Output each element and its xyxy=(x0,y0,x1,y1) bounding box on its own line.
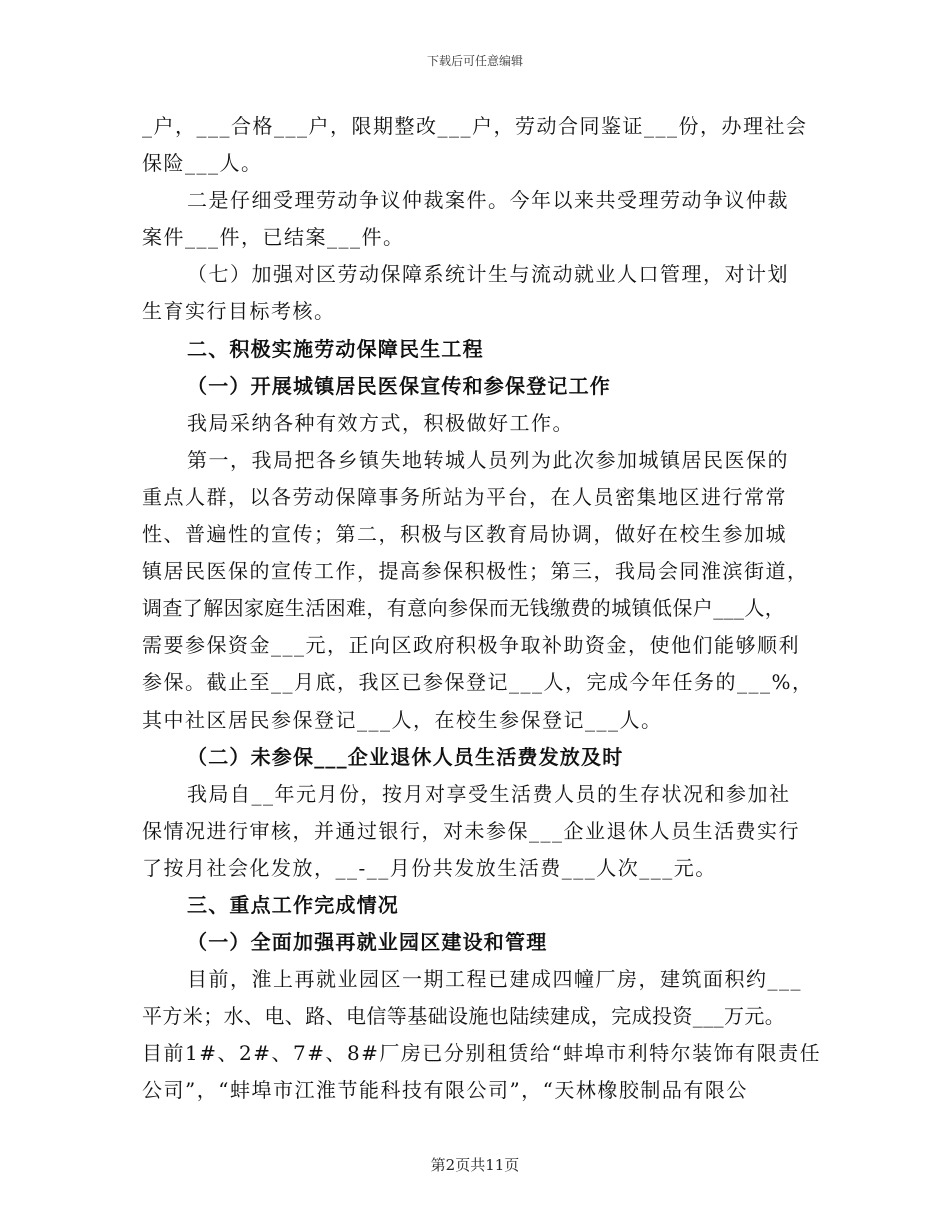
page-footer: 第2页共11页 xyxy=(430,1156,520,1174)
text-line: 生育实行目标考核。 xyxy=(142,299,336,324)
text-line: 目前1#、2#、7#、8#厂房已分别租赁给“蚌埠市利特尔装饰有限责任 xyxy=(142,1041,822,1066)
text-line: 案件___件，已结案___件。 xyxy=(142,225,405,250)
text-line: 其中社区居民参保登记___人，在校生参保登记___人。 xyxy=(142,707,663,732)
text-line: 我局自__年元月份，按月对享受生活费人员的生存状况和参加社 xyxy=(187,781,791,806)
text-line: 了按月社会化发放，__-__月份共发放生活费___人次___元。 xyxy=(142,855,717,880)
text-line: 重点人群，以各劳动保障事务所站为平台，在人员密集地区进行常常 xyxy=(142,484,787,509)
text-line: 第一，我局把各乡镇失地转城人员列为此次参加城镇居民医保的 xyxy=(187,447,789,472)
text-line: _户，___合格___户，限期整改___户，劳动合同鉴证___份，办理社会 xyxy=(142,114,808,138)
section-heading: （二）未参保___企业退休人员生活费发放及时 xyxy=(187,744,624,769)
text-line: 保情况进行审核，并通过银行，对未参保___企业退休人员生活费实行 xyxy=(142,818,800,843)
section-heading: 二、积极实施劳动保障民生工程 xyxy=(187,336,484,361)
text-line: 我局采纳各种有效方式，积极做好工作。 xyxy=(187,410,574,435)
section-heading: （一）全面加强再就业园区建设和管理 xyxy=(187,930,548,955)
text-line: 镇居民医保的宣传工作，提高参保积极性；第三，我局会同淮滨街道， xyxy=(142,559,809,584)
text-line: 性、普遍性的宣传；第二，积极与区教育局协调，做好在校生参加城 xyxy=(142,522,787,547)
text-line: 平方米；水、电、路、电信等基础设施也陆续建成，完成投资___万元。 xyxy=(142,1004,786,1029)
text-line: 调查了解因家庭生活困难，有意向参保而无钱缴费的城镇低保户___人， xyxy=(142,596,786,621)
section-heading: 三、重点工作完成情况 xyxy=(187,892,399,917)
document-body xyxy=(142,108,822,1110)
section-heading: （一）开展城镇居民医保宣传和参保登记工作 xyxy=(187,373,611,398)
text-line: （七）加强对区劳动保障系统计生与流动就业人口管理，对计划 xyxy=(187,262,789,287)
text-line: 二是仔细受理劳动争议仲裁案件。今年以来共受理劳动争议仲裁 xyxy=(187,188,789,213)
text-line: 保险___人。 xyxy=(142,151,263,176)
text-line: 需要参保资金___元，正向区政府积极争取补助资金，使他们能够顺利 xyxy=(142,633,800,658)
text-line: 目前，淮上再就业园区一期工程已建成四幢厂房，建筑面积约___ xyxy=(187,967,802,992)
text-line: 公司”，“蚌埠市江淮节能科技有限公司”，“天林橡胶制品有限公 xyxy=(142,1078,748,1103)
page-header: 下载后可任意编辑 xyxy=(426,54,523,68)
text-line: 参保。截止至__月底，我区已参保登记___人，完成今年任务的___%， xyxy=(142,670,814,695)
